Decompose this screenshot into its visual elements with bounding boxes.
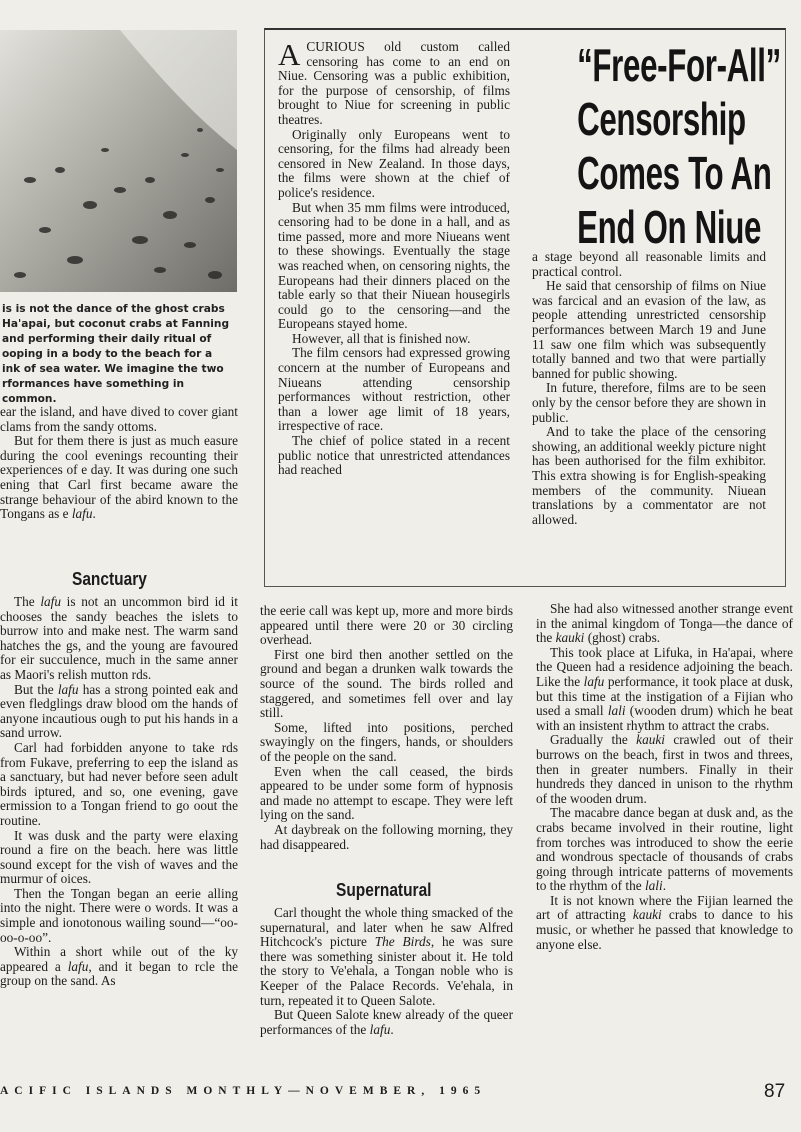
paragraph: It was dusk and the party were elaxing round a fire on the beach. here was little sound except for the vish of waves and the murmur of oices. [0,827,238,887]
caption-line: rformances have something in common. [2,378,185,405]
paragraph: Then the Tongan began an eerie alling into the night. There were o words. It was a simple and ionotonous wailing sound—“oo-oo-o-oo”. [0,885,238,945]
subhead-sanctuary: Sanctuary [72,569,147,589]
paragraph: Gradually the kauki crawled out of their burrows on the beach, first in twos and threes, then in greater numbers. Finally in their hundreds they danced in unison to the rhythm of the wooden drum. [536,732,793,806]
paragraph: the eerie call was kept up, more and more birds appeared until there were 20 or 30 circling overhead. [260,603,513,648]
paragraph: Carl thought the whole thing smacked of the supernatural, and later when he saw Alfred Hitchcock's picture The Birds, he was sure there was something sinister about it. He told the story to Ve'ehala, a Tongan noble who is Keeper of the Palace Records. Ve'ehala, in turn, repeated it to Queen Salote. [260,905,514,1008]
beach-photo [0,30,237,292]
paragraph: CURIOUS old custom called censoring has come to an end on Niue. Censoring was a public exhibition, for the purpose of censorship, of films brought to Niue for screening in public theatres. [278,39,510,127]
paragraph: a stage beyond all reasonable limits and practical control. [532,249,766,279]
paragraph: It is not known where the Fijian learned the art of attracting kauki crabs to dance to his music, or whether he passed that knowledge to anyone else. [536,892,793,952]
paragraph: This took place at Lifuka, in Ha'apai, where the Queen had a residence adjoining the beach. Like the lafu performance, it took place at dusk, but this time at the instigation of a Fijian who used a small lali (wooden drum) which he beat with an insistent rhythm to attract the crabs. [536,644,793,733]
paragraph: ear the island, and have dived to cover giant clams from the sandy ottoms. [0,404,238,434]
caption-line: ooping in a body to the beach for a [2,348,213,360]
paragraph: He said that censorship of films on Niue was farcical and an evasion of the law, as people attending unrestricted censorship performances between March 19 and June 11 saw one film which was subsequently totally banned and two that were partially banned for public showing. [532,278,766,381]
paragraph: Originally only Europeans went to censoring, for the films had already been censored in New Zealand. In those days, the films were shown at the chief of police's residence. [278,126,510,200]
paragraph: Within a short while out of the ky appeared a lafu, and it began to rcle the group on the sand. As [0,944,239,989]
caption-line: Ha'apai, but coconut crabs at Fanning [2,318,230,330]
paragraph: But Queen Salote knew already of the queer performances of the lafu. [260,1007,513,1037]
drop-cap: A [278,37,301,72]
paragraph: She had also witnessed another strange event in the animal kingdom of Tonga—the dance of the kauki (ghost) crabs. [536,601,793,646]
running-title: ACIFIC ISLANDS MONTHLY—NOVEMBER, 1965 [0,1085,487,1097]
headline-line: End On Niue [577,201,762,253]
caption-line: and performing their daily ritual of [2,333,212,345]
paragraph: In future, therefore, films are to be seen only by the censor before they are shown in public. [532,380,766,425]
crabs-on-beach-image [0,30,237,292]
paragraph: Carl had forbidden anyone to take rds from Fukave, preferring to eep the island as a sanctuary, but had never before seen adult birds iptured, and so, one evening, gave ermission to a Tongan friend to go oout the routine. [0,739,238,828]
caption-line: is is not the dance of the ghost crabs [2,303,225,315]
paragraph: Even when the call ceased, the birds appeared to be under some form of hypnosis and made no attempt to escape. They were left lying on the sand. [260,763,513,823]
running-footer [0,1085,801,1107]
article-column-1 [278,37,510,478]
headline-line: “Free-For-All” [577,39,781,91]
paragraph: At daybreak on the following morning, they had disappeared. [260,821,513,852]
subhead-supernatural: Supernatural [336,880,432,900]
paragraph: But when 35 mm films were introduced, censoring had to be done in a hall, and as time passed, more and more Niueans went to these showings. Eventually the stage was reached when, on censoring nights, the Europeans had their dinners placed on the table early so that their Niuean housegirls could go to the censoring—and the Europeans stayed home. [278,199,510,332]
paragraph: The film censors had expressed growing concern at the number of Europeans and Niueans attending censorship performances without restriction, other than a lower age limit of 18 years, irrespective of race. [278,345,510,434]
story-left-column-top [0,405,238,522]
paragraph: The macabre dance began at dusk and, as the crabs became involved in their routine, light from torches was introduced to show the eerie and wondrous spectacle of thousands of crabs going through intricate patterns of movements to the rhythm of the lali. [536,805,793,894]
paragraph: The lafu is not an uncommon bird id it chooses the sandy beaches the islets to burrow into and make nest. The warm sand hatches the gs, and the young are favoured for eir succulence, much in the same anner as Maori's relish mutton rds. [0,594,238,682]
page-number: 87 [764,1081,786,1102]
paragraph: First one bird then another settled on the ground and began a drunken walk towards the source of the sound. The birds rolled and staggered, and sometimes fell over and lay still. [260,646,513,721]
story-right-column [536,602,793,952]
paragraph: However, all that is finished now. [292,330,471,346]
paragraph: Some, lifted into positions, perched swayingly on the fingers, hands, or shoulders of the people on the sand. [260,719,513,764]
article-headline [577,38,781,254]
story-left-column-bottom [0,595,238,989]
paragraph: But for them there is just as much easure during the cool evenings recounting their experiences of e day. It was during one such ening that Carl first became aware the strange behaviour of the abird known to the Tongans as e lafu. [0,433,238,522]
story-middle-column-bottom [260,906,513,1037]
story-middle-column-top [260,604,513,852]
paragraph: But the lafu has a strong pointed eak and even fledglings draw blood om the hands of anyone incautious ough to put his hands in a sand urrow. [0,681,238,741]
caption-line: ink of sea water. We imagine the two [2,363,224,375]
article-column-2 [532,250,766,527]
headline-line: Censorship [577,93,746,145]
headline-line: Comes To An [577,147,772,199]
paragraph: And to take the place of the censoring showing, an additional weekly picture night has been authorised for the film exhibitor. This extra showing is for English-speaking members of the community. Niuean translations by a commentator are not allowed. [532,424,766,527]
photo-caption [2,302,238,407]
paragraph: The chief of police stated in a recent public notice that unrestricted attendances had reached [278,433,510,478]
